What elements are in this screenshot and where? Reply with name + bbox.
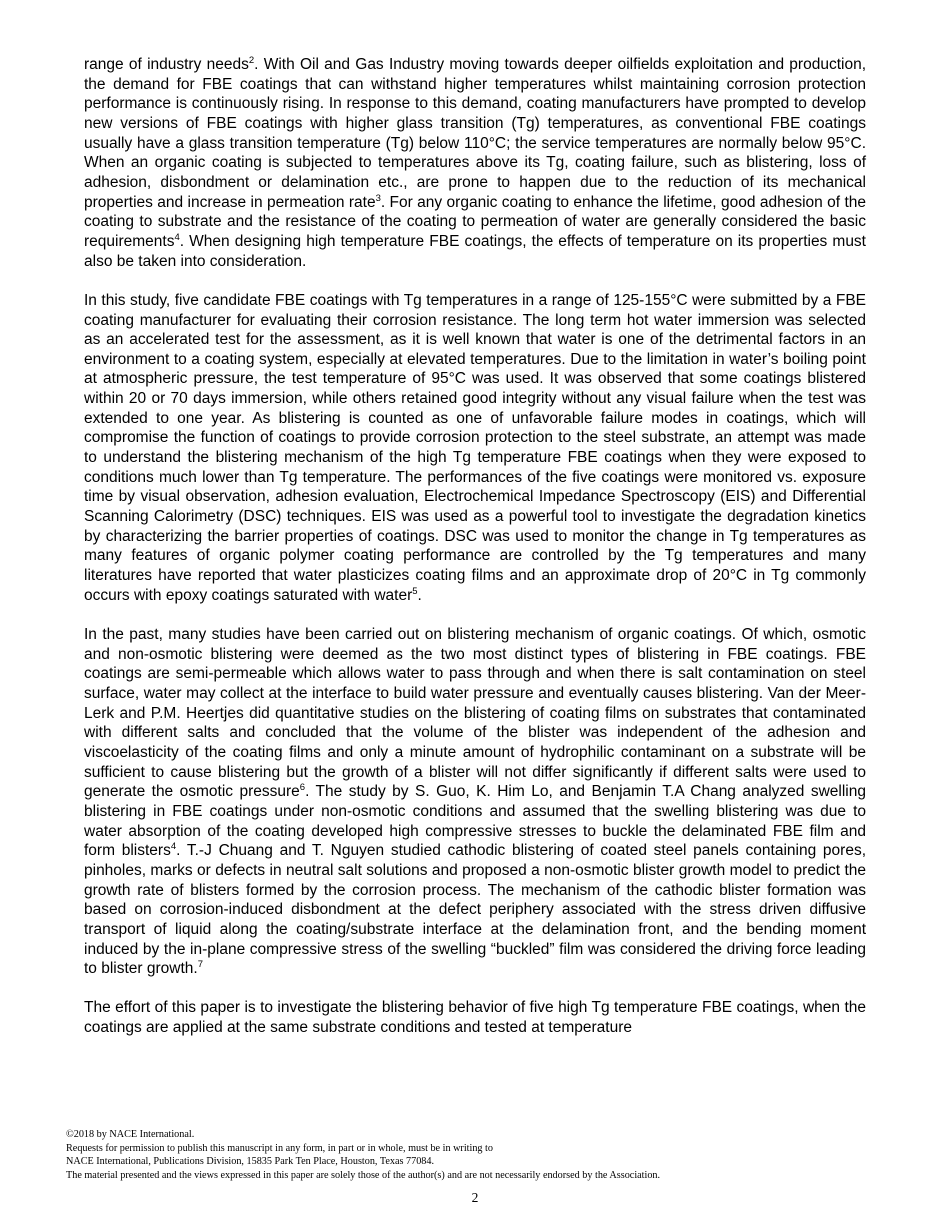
paragraph-past-studies — [84, 625, 866, 979]
paragraph-text: . For any organic coating to enhance the lifetime, good adhesion of the coating to substrate and the resistance of the coating to permeation of water are generally considered the basic requirements — [84, 193, 866, 250]
footer-address-line: NACE International, Publications Division, 15835 Park Ten Place, Houston, Texas 77084. — [66, 1156, 435, 1167]
footer-permission-line: Requests for permission to publish this manuscript in any form, in part or in whole, must be in writing to — [66, 1142, 493, 1154]
footer-copyright-line: ©2018 by NACE International. — [66, 1129, 195, 1140]
citation-superscript: 2 — [248, 55, 255, 66]
paragraph-text: . When designing high temperature FBE coatings, the effects of temperature on its properties must also be taken into consideration. — [84, 232, 866, 270]
citation-superscript: 6 — [299, 782, 306, 794]
paragraph-text: range of industry needs — [84, 56, 249, 73]
paragraph-this-study — [84, 291, 866, 606]
paragraph-industry-needs — [84, 55, 866, 271]
paragraph-paper-effort — [84, 998, 866, 1037]
citation-superscript: 4 — [170, 841, 177, 853]
paragraph-text: In the past, many studies have been carried out on blistering mechanism of organic coatings. Of which, osmotic and non-osmotic blistering were deemed as the two most distinct types of blistering in FBE coatings. FBE coatings are semi-permeable which allows water to pass through and when there is salt contamination on steel surface, water may collect at the interface to build water pressure and eventually causes blistering. Van der Meer-Lerk and P.M. Heertjes did quantitative studies on the blistering of coating films on substrates that contaminated with different salts and concluded that the volume of the blister was independent of the adhesion and viscoelasticity of the coating films and only a minute amount of hydrophilic contaminant on a substrate will be sufficient to cause blistering but the growth of a blister will not differ significantly if different salts were used to generate the osmotic pressure — [84, 626, 866, 801]
paragraph-text: . T.-J Chuang and T. Nguyen studied cathodic blistering of coated steel panels containing pores, pinholes, marks or defects in neutral salt solutions and proposed a non-osmotic blister growth model to predict the growth rate of blisters formed by the corrosion process. The mechanism of the cathodic blister formation was based on corrosion-induced disbondment at the defect periphery associated with the stress driven diffusive transport of liquid along the coating/substrate interface at the delamination front, and the bending moment induced by the in-plane compressive stress of the swelling “buckled” film was considered the driving force leading to blister growth. — [84, 842, 866, 978]
document-body — [84, 55, 866, 1057]
citation-superscript: 4 — [174, 231, 180, 243]
citation-superscript: 5 — [412, 585, 418, 597]
footer-disclaimer-line: The material presented and the views expressed in this paper are solely those of the author(s) and are not necessarily endorsed by the Association. — [66, 1169, 661, 1181]
paragraph-text: . — [417, 586, 422, 604]
paragraph-text: The effort of this paper is to investigate the blistering behavior of five high Tg temperature FBE coatings, when the coatings are applied at the same substrate conditions and tested at temperature — [84, 999, 866, 1037]
copyright-footer — [66, 1128, 886, 1182]
citation-superscript: 7 — [197, 959, 204, 971]
paragraph-text: In this study, five candidate FBE coatings with Tg temperatures in a range of 125-155°C were submitted by a FBE coating manufacturer for evaluating their corrosion resistance. The long term hot water immersion was selected as an accelerated test for the assessment, as it is well known that water is one of the detrimental factors in an environment to a coating system, especially at elevated temperatures. Due to the limitation in water’s boiling point at atmospheric pressure, the test temperature of 95°C was used. It was observed that some coatings blistered within 20 or 70 days immersion, while others retained good integrity without any visual failure when the test was extended to one year. As blistering is counted as one of unfavorable failure modes in coatings, which will compromise the function of coatings to provide corrosion protection to the steel substrate, an attempt was made to understand the blistering mechanism of the high Tg temperature FBE coatings when they were exposed to conditions much lower than Tg temperature. The performances of the five coatings were monitored vs. exposure time by visual observation, adhesion evaluation, Electrochemical Impedance Spectroscopy (EIS) and Differential Scanning Calorimetry (DSC) techniques. EIS was used as a powerful tool to investigate the degradation kinetics by characterizing the barrier properties of coatings. DSC was used to monitor the change in Tg temperatures as many features of organic polymer coating performance are controlled by the Tg temperatures and many literatures have reported that water plasticizes coating films and an approximate drop of 20°C in Tg commonly occurs with epoxy coatings saturated with water — [84, 291, 866, 604]
page-number: 2 — [471, 1190, 479, 1205]
paragraph-text: . With Oil and Gas Industry moving towards deeper oilfields exploitation and production, the demand for FBE coatings that can withstand higher temperatures whilst maintaining corrosion protection performance is continuously rising. In response to this demand, coating manufacturers have prompted to develop new versions of FBE coatings with higher glass transition (Tg) temperatures, as conventional FBE coatings usually have a glass transition temperature (Tg) below 110°C; the service temperatures are normally below 95°C. When an organic coating is subjected to temperatures above its Tg, coating failure, such as blistering, loss of adhesion, disbondment or delamination etc., are prone to happen due to the reduction of its mechanical properties and increase in permeation rate — [84, 56, 867, 211]
citation-superscript: 3 — [375, 192, 381, 204]
paragraph-text: . The study by S. Guo, K. Him Lo, and Benjamin T.A Chang analyzed swelling blistering in FBE coatings under non-osmotic conditions and assumed that the swelling blistering was due to water absorption of the coating developed high compressive stresses to buckle the delaminated FBE film and form blisters — [84, 783, 866, 860]
